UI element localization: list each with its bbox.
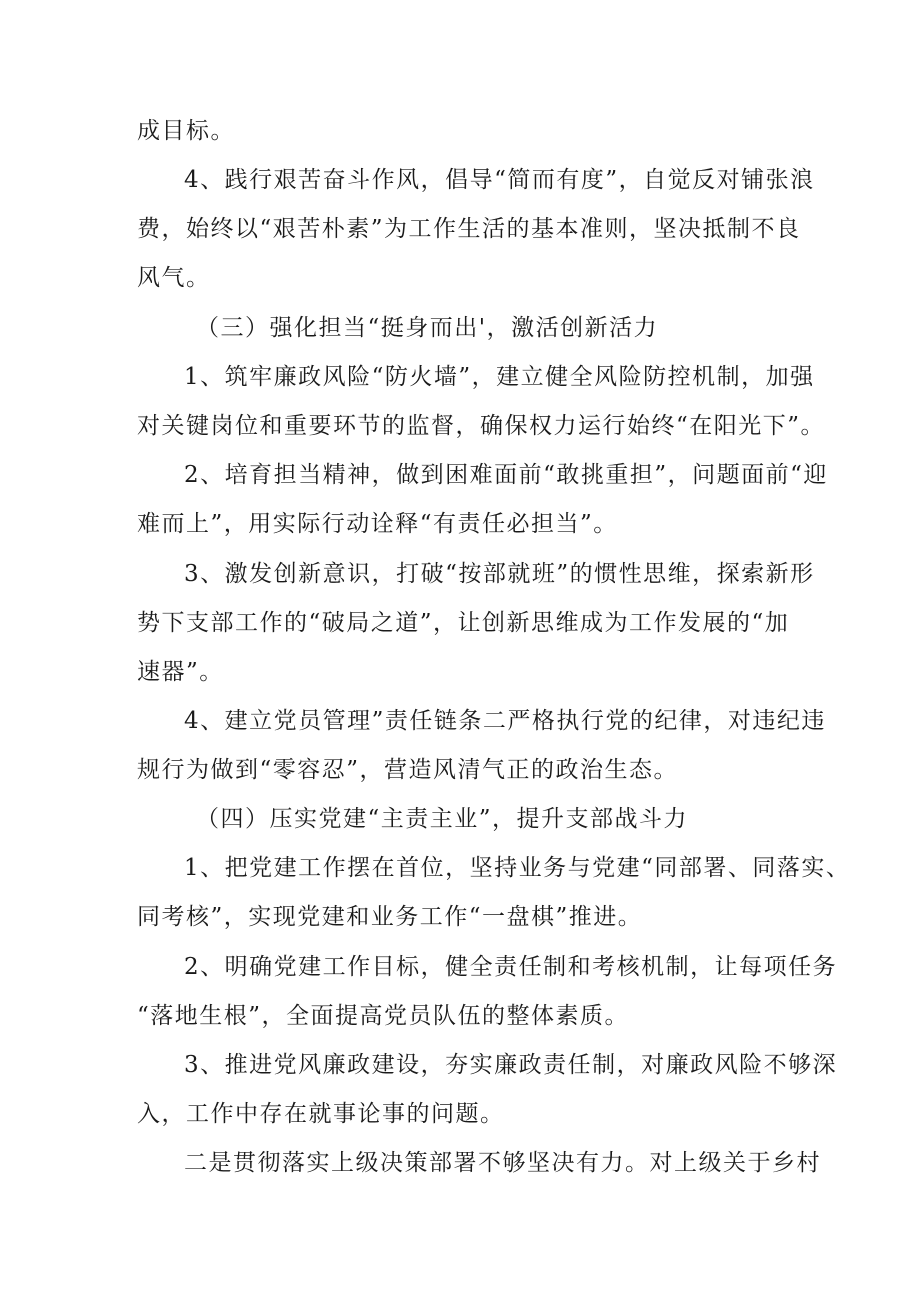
text-line: “落地生根”，全面提高党员队伍的整体素质。 [137,1003,630,1029]
text-line: 速器”。 [137,659,224,685]
text-line: 难而上”，用实际行动诠释“有责任必担当”。 [137,511,618,537]
text-line: 对关键岗位和重要环节的监督，确保权力运行始终“在阳光下”。 [137,413,826,439]
text-line: 4、建立党员管理”责任链条二严格执行党的纪律，对违纪违 [184,708,826,734]
text-line: 入，工作中存在就事论事的问题。 [137,1101,505,1127]
text-line: 2、明确党建工作目标，健全责任制和考核机制，让每项任务 [184,954,838,980]
text-line: 势下支部工作的“破局之道”，让创新思维成为工作发展的“加 [137,610,790,636]
text-line: 1、筑牢廉政风险“防火墙”，建立健全风险防控机制，加强 [184,364,815,390]
section-heading: （四）压实党建“主责主业”，提升支部战斗力 [196,806,689,832]
text-line: 费，始终以“艰苦朴素”为工作生活的基本准则，坚决抵制不良 [137,216,801,242]
text-line: 2、培育担当精神，做到困难面前“敢挑重担”，问题面前“迎 [184,462,828,488]
text-line: 3、激发创新意识，打破“按部就班”的惯性思维，探索新形 [184,561,815,587]
text-line: 成目标。 [137,118,235,144]
section-heading: （三）强化担当“挺身而出'，激活创新活力 [196,315,659,341]
text-line: 二是贯彻落实上级决策部署不够坚决有力。对上级关于乡村 [184,1150,821,1176]
text-line: 1、把党建工作摆在首位，坚持业务与党建“同部署、同落实、 [184,855,851,881]
text-line: 同考核”，实现党建和业务工作“一盘棋”推进。 [137,904,643,930]
text-line: 风气。 [137,265,211,291]
text-line: 4、践行艰苦奋斗作风，倡导“简而有度”，自觉反对铺张浪 [184,167,815,193]
text-line: 规行为做到“零容忍”，营造风清气正的政治生态。 [137,757,679,783]
text-line: 3、推进党风廉政建设，夯实廉政责任制，对廉政风险不够深 [184,1052,838,1078]
